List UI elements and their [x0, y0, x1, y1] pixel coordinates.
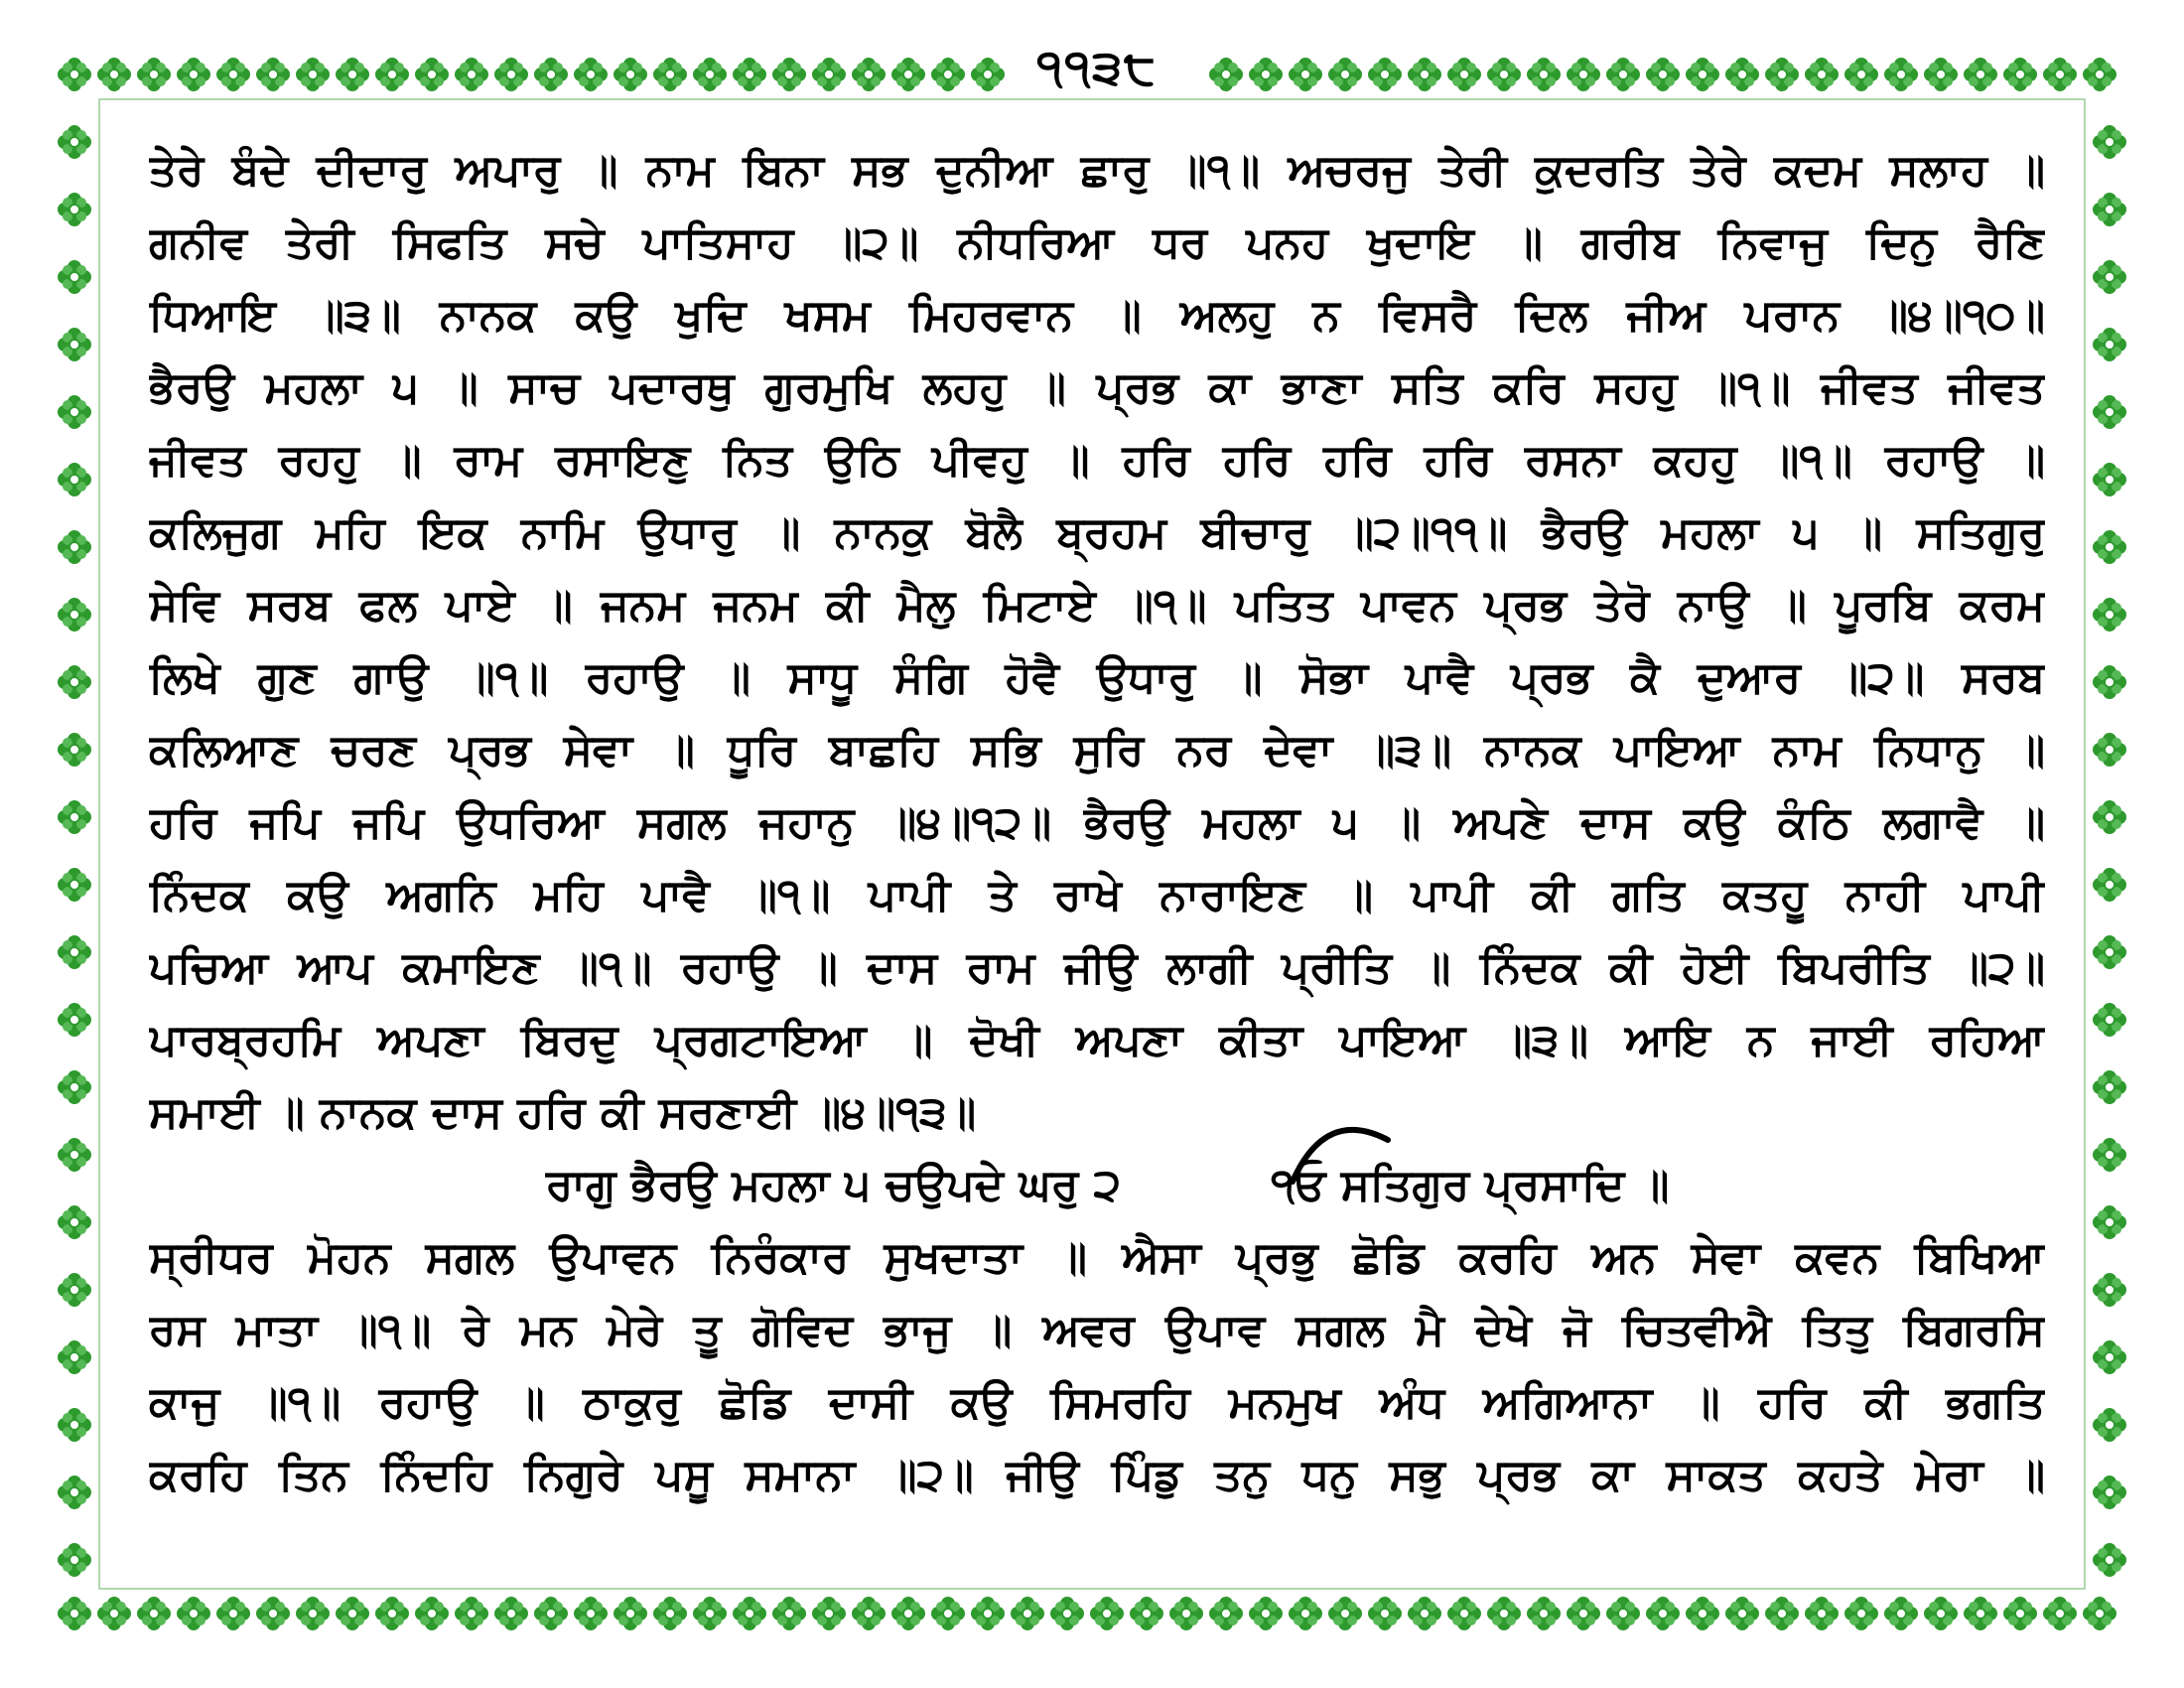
flower-ornament-icon	[1249, 1597, 1283, 1630]
flower-ornament-icon	[931, 1597, 965, 1630]
flower-ornament-icon	[58, 395, 91, 429]
verse-line: ਕਲਿਜੁਗ ਮਹਿ ਇਕ ਨਾਮਿ ਉਧਾਰੁ ॥ ਨਾਨਕੁ ਬੋਲੈ ਬ੍ਰਹਮ ਬੀਚਾਰੁ ॥੨॥੧੧॥ ਭੈਰਉ ਮਹਲਾ ੫ ॥ ਸਤਿਗੁਰੁ	[149, 507, 2045, 558]
flower-ornament-icon	[1686, 58, 1719, 91]
flower-ornament-icon	[58, 193, 91, 226]
flower-ornament-icon	[2093, 260, 2126, 294]
flower-ornament-icon	[1964, 58, 1997, 91]
flower-ornament-icon	[1368, 1597, 1402, 1630]
flower-ornament-icon	[1805, 58, 1839, 91]
flower-ornament-icon	[1209, 1597, 1243, 1630]
flower-ornament-icon	[415, 58, 449, 91]
verse-line: ਸਮਾਈ ॥ ਨਾਨਕ ਦਾਸ ਹਰਿ ਕੀ ਸਰਣਾਈ ॥੪॥੧੩॥	[149, 1087, 977, 1138]
flower-ornament-icon	[1169, 1597, 1203, 1630]
flower-ornament-icon	[693, 1597, 727, 1630]
flower-ornament-icon	[1249, 58, 1283, 91]
flower-ornament-icon	[1805, 1597, 1839, 1630]
flower-ornament-icon	[2043, 1597, 2077, 1630]
flower-ornament-icon	[891, 58, 925, 91]
flower-ornament-icon	[1487, 1597, 1521, 1630]
flower-ornament-icon	[58, 665, 91, 699]
flower-ornament-icon	[1924, 1597, 1958, 1630]
verse-line: ਕਲਿਆਣ ਚਰਣ ਪ੍ਰਭ ਸੇਵਾ ॥ ਧੂਰਿ ਬਾਛਹਿ ਸਭਿ ਸੁਰਿ ਨਰ ਦੇਵਾ ॥੩॥ ਨਾਨਕ ਪਾਇਆ ਨਾਮ ਨਿਧਾਨੁ ॥	[149, 725, 2045, 775]
flower-ornament-icon	[1050, 1597, 1084, 1630]
flower-ornament-icon	[336, 1597, 369, 1630]
flower-ornament-icon	[1011, 1597, 1044, 1630]
verse-line: ਜੀਵਤ ਰਹਹੁ ॥ ਰਾਮ ਰਸਾਇਣੁ ਨਿਤ ਉਠਿ ਪੀਵਹੁ ॥ ਹਰਿ ਹਰਿ ਹਰਿ ਹਰਿ ਰਸਨਾ ਕਹਹੁ ॥੧॥ ਰਹਾਉ ॥	[149, 435, 2045, 486]
flower-ornament-icon	[614, 1597, 647, 1630]
flower-ornament-icon	[58, 260, 91, 294]
flower-ornament-icon	[2093, 463, 2126, 496]
flower-ornament-icon	[494, 58, 528, 91]
flower-ornament-icon	[733, 1597, 766, 1630]
flower-ornament-icon	[494, 1597, 528, 1630]
flower-ornament-icon	[58, 530, 91, 564]
flower-ornament-icon	[653, 58, 687, 91]
flower-ornament-icon	[1765, 58, 1799, 91]
flower-ornament-icon	[1924, 58, 1958, 91]
flower-ornament-icon	[574, 1597, 608, 1630]
flower-ornament-icon	[2043, 58, 2077, 91]
flower-ornament-icon	[58, 1597, 91, 1630]
flower-ornament-icon	[574, 58, 608, 91]
flower-ornament-icon	[1686, 1597, 1719, 1630]
verse-line: ਗਨੀਵ ਤੇਰੀ ਸਿਫਤਿ ਸਚੇ ਪਾਤਿਸਾਹ ॥੨॥ ਨੀਧਰਿਆ ਧਰ ਪਨਹ ਖੁਦਾਇ ॥ ਗਰੀਬ ਨਿਵਾਜੁ ਦਿਨੁ ਰੈਣਿ	[149, 217, 2045, 268]
flower-ornament-icon	[58, 125, 91, 159]
flower-ornament-icon	[1964, 1597, 1997, 1630]
flower-ornament-icon	[891, 1597, 925, 1630]
verse-line: ਸੇਵਿ ਸਰਬ ਫਲ ਪਾਏ ॥ ਜਨਮ ਜਨਮ ਕੀ ਮੈਲੁ ਮਿਟਾਏ ॥੧॥ ਪਤਿਤ ਪਾਵਨ ਪ੍ਰਭ ਤੇਰੋ ਨਾਉ ॥ ਪੂਰਬਿ ਕਰਮ	[149, 580, 2045, 631]
flower-ornament-icon	[58, 868, 91, 902]
flower-ornament-icon	[58, 1070, 91, 1104]
flower-ornament-icon	[58, 935, 91, 969]
flower-ornament-icon	[58, 328, 91, 361]
flower-ornament-icon	[1527, 58, 1561, 91]
flower-ornament-icon	[1447, 1597, 1481, 1630]
flower-ornament-icon	[733, 58, 766, 91]
flower-ornament-icon	[137, 1597, 171, 1630]
flower-ornament-icon	[812, 1597, 846, 1630]
flower-ornament-icon	[1527, 1597, 1561, 1630]
flower-ornament-icon	[1408, 1597, 1441, 1630]
flower-ornament-icon	[534, 58, 568, 91]
flower-ornament-icon	[97, 1597, 131, 1630]
flower-ornament-icon	[1646, 1597, 1680, 1630]
flower-ornament-icon	[971, 1597, 1005, 1630]
flower-ornament-icon	[1130, 1597, 1163, 1630]
flower-ornament-icon	[336, 58, 369, 91]
flower-ornament-icon	[852, 58, 886, 91]
flower-ornament-icon	[772, 58, 806, 91]
verse-line: ਪਾਰਬ੍ਰਹਮਿ ਅਪਣਾ ਬਿਰਦੁ ਪ੍ਰਗਟਾਇਆ ॥ ਦੋਖੀ ਅਪਣਾ ਕੀਤਾ ਪਾਇਆ ॥੩॥ ਆਇ ਨ ਜਾਈ ਰਹਿਆ	[149, 1015, 2045, 1065]
flower-ornament-icon	[2093, 733, 2126, 767]
verse-line: ਲਿਖੇ ਗੁਣ ਗਾਉ ॥੧॥ ਰਹਾਉ ॥ ਸਾਧੂ ਸੰਗਿ ਹੋਵੈ ਉਧਾਰੁ ॥ ਸੋਭਾ ਪਾਵੈ ਪ੍ਰਭ ਕੈ ਦੁਆਰ ॥੨॥ ਸਰਬ	[149, 652, 2045, 703]
flower-ornament-icon	[1289, 58, 1322, 91]
verse-line: ਸ੍ਰੀਧਰ ਮੋਹਨ ਸਗਲ ਉਪਾਵਨ ਨਿਰੰਕਾਰ ਸੁਖਦਾਤਾ ॥ ਐਸਾ ਪ੍ਰਭੁ ਛੋਡਿ ਕਰਹਿ ਅਨ ਸੇਵਾ ਕਵਨ ਬਿਖਿਆ	[149, 1232, 2045, 1283]
flower-ornament-icon	[256, 1597, 290, 1630]
flower-ornament-icon	[2093, 665, 2126, 699]
flower-ornament-icon	[58, 598, 91, 632]
flower-ornament-icon	[256, 58, 290, 91]
flower-ornament-icon	[2093, 1003, 2126, 1037]
flower-ornament-icon	[1606, 58, 1640, 91]
flower-ornament-icon	[1844, 1597, 1878, 1630]
verse-line: ਕਾਜੁ ॥੧॥ ਰਹਾਉ ॥ ਠਾਕੁਰੁ ਛੋਡਿ ਦਾਸੀ ਕਉ ਸਿਮਰਹਿ ਮਨਮੁਖ ਅੰਧ ਅਗਿਆਨਾ ॥ ਹਰਿ ਕੀ ਭਗਤਿ	[149, 1377, 2045, 1428]
flower-ornament-icon	[296, 58, 330, 91]
verse-line: ਨਿੰਦਕ ਕਉ ਅਗਨਿ ਮਹਿ ਪਾਵੈ ॥੧॥ ਪਾਪੀ ਤੇ ਰਾਖੇ ਨਾਰਾਇਣ ॥ ਪਾਪੀ ਕੀ ਗਤਿ ਕਤਹੂ ਨਾਹੀ ਪਾਪੀ	[149, 870, 2045, 920]
flower-ornament-icon	[1646, 58, 1680, 91]
flower-ornament-icon	[1368, 58, 1402, 91]
flower-ornament-icon	[177, 1597, 210, 1630]
flower-ornament-icon	[216, 58, 250, 91]
flower-ornament-icon	[1765, 1597, 1799, 1630]
flower-ornament-icon	[375, 1597, 409, 1630]
flower-ornament-icon	[1328, 58, 1362, 91]
verse-line: ਧਿਆਇ ॥੩॥ ਨਾਨਕ ਕਉ ਖੁਦਿ ਖਸਮ ਮਿਹਰਵਾਨ ॥ ਅਲਹੁ ਨ ਵਿਸਰੈ ਦਿਲ ਜੀਅ ਪਰਾਨ ॥੪॥੧੦॥	[149, 290, 2045, 341]
verse-line: ਪਚਿਆ ਆਪ ਕਮਾਇਣ ॥੧॥ ਰਹਾਉ ॥ ਦਾਸ ਰਾਮ ਜੀਉ ਲਾਗੀ ਪ੍ਰੀਤਿ ॥ ਨਿੰਦਕ ਕੀ ਹੋਈ ਬਿਪਰੀਤਿ ॥੨॥	[149, 942, 2045, 993]
flower-ornament-icon	[2093, 800, 2126, 834]
flower-ornament-icon	[2093, 598, 2126, 632]
flower-ornament-icon	[216, 1597, 250, 1630]
verse-line: ਹਰਿ ਜਪਿ ਜਪਿ ਉਧਰਿਆ ਸਗਲ ਜਹਾਨੁ ॥੪॥੧੨॥ ਭੈਰਉ ਮਹਲਾ ੫ ॥ ਅਪਣੇ ਦਾਸ ਕਉ ਕੰਠਿ ਲਗਾਵੈ ॥	[149, 797, 2045, 848]
flower-ornament-icon	[58, 1476, 91, 1509]
section-heading	[149, 1149, 2045, 1221]
flower-ornament-icon	[2093, 1070, 2126, 1104]
flower-ornament-icon	[2093, 868, 2126, 902]
flower-ornament-icon	[1447, 58, 1481, 91]
verse-line: ਰਸ ਮਾਤਾ ॥੧॥ ਰੇ ਮਨ ਮੇਰੇ ਤੂ ਗੋਵਿਦ ਭਾਜੁ ॥ ਅਵਰ ਉਪਾਵ ਸਗਲ ਮੈ ਦੇਖੇ ਜੋ ਚਿਤਵੀਐ ਤਿਤੁ ਬਿਗਰਸਿ	[149, 1305, 2045, 1355]
flower-ornament-icon	[1606, 1597, 1640, 1630]
flower-ornament-icon	[177, 58, 210, 91]
flower-ornament-icon	[58, 800, 91, 834]
flower-ornament-icon	[58, 1273, 91, 1307]
flower-ornament-icon	[1209, 58, 1243, 91]
flower-ornament-icon	[852, 1597, 886, 1630]
page-number: ੧੧੩੮	[1013, 38, 1181, 97]
flower-ornament-icon	[2093, 1138, 2126, 1172]
verse-line: ਕਰਹਿ ਤਿਨ ਨਿੰਦਹਿ ਨਿਗੁਰੇ ਪਸੂ ਸਮਾਨਾ ॥੨॥ ਜੀਉ ਪਿੰਡੁ ਤਨੁ ਧਨੁ ਸਭੁ ਪ੍ਰਭ ਕਾ ਸਾਕਤ ਕਹਤੇ ਮੇਰਾ ॥	[149, 1450, 2045, 1500]
flower-ornament-icon	[2093, 328, 2126, 361]
raag-heading: ਰਾਗੁ ਭੈਰਉ ਮਹਲਾ ੫ ਚਉਪਦੇ ਘਰੁ ੨	[546, 1160, 1122, 1210]
flower-ornament-icon	[137, 58, 171, 91]
flower-ornament-icon	[2083, 58, 2116, 91]
flower-ornament-icon	[1725, 58, 1759, 91]
verse-text	[149, 134, 2045, 1511]
flower-ornament-icon	[2093, 1205, 2126, 1239]
flower-ornament-icon	[2083, 1597, 2116, 1630]
flower-ornament-icon	[58, 1003, 91, 1037]
flower-ornament-icon	[415, 1597, 449, 1630]
flower-ornament-icon	[653, 1597, 687, 1630]
flower-ornament-icon	[2093, 1273, 2126, 1307]
flower-ornament-icon	[772, 1597, 806, 1630]
mool-mantar-heading: ੧ਓ ਸਤਿਗੁਰ ਪ੍ਰਸਾਦਿ ॥	[1271, 1160, 1670, 1210]
flower-ornament-icon	[693, 58, 727, 91]
flower-ornament-icon	[2093, 125, 2126, 159]
flower-ornament-icon	[1487, 58, 1521, 91]
flower-ornament-icon	[1844, 58, 1878, 91]
flower-ornament-icon	[2003, 58, 2037, 91]
flower-ornament-icon	[2093, 1543, 2126, 1577]
flower-ornament-icon	[1567, 58, 1600, 91]
flower-ornament-icon	[2093, 193, 2126, 226]
flower-ornament-icon	[2093, 1340, 2126, 1374]
flower-ornament-icon	[2093, 1408, 2126, 1442]
flower-ornament-icon	[614, 58, 647, 91]
verse-line: ਤੇਰੇ ਬੰਦੇ ਦੀਦਾਰੁ ਅਪਾਰੁ ॥ ਨਾਮ ਬਿਨਾ ਸਭ ਦੁਨੀਆ ਛਾਰੁ ॥੧॥ ਅਚਰਜੁ ਤੇਰੀ ਕੁਦਰਤਿ ਤੇਰੇ ਕਦਮ ਸਲਾਹ ॥	[149, 145, 2045, 196]
flower-ornament-icon	[58, 1408, 91, 1442]
flower-ornament-icon	[1884, 1597, 1918, 1630]
flower-ornament-icon	[58, 1543, 91, 1577]
flower-ornament-icon	[375, 58, 409, 91]
flower-ornament-icon	[58, 463, 91, 496]
flower-ornament-icon	[58, 1138, 91, 1172]
flower-ornament-icon	[1090, 1597, 1124, 1630]
flower-ornament-icon	[58, 733, 91, 767]
flower-ornament-icon	[58, 1340, 91, 1374]
flower-ornament-icon	[1408, 58, 1441, 91]
flower-ornament-icon	[2093, 935, 2126, 969]
flower-ornament-icon	[58, 58, 91, 91]
flower-ornament-icon	[296, 1597, 330, 1630]
flower-ornament-icon	[58, 1205, 91, 1239]
flower-ornament-icon	[2093, 395, 2126, 429]
flower-ornament-icon	[2003, 1597, 2037, 1630]
flower-ornament-icon	[534, 1597, 568, 1630]
verse-line: ਭੈਰਉ ਮਹਲਾ ੫ ॥ ਸਾਚ ਪਦਾਰਥੁ ਗੁਰਮੁਖਿ ਲਹਹੁ ॥ ਪ੍ਰਭ ਕਾ ਭਾਣਾ ਸਤਿ ਕਰਿ ਸਹਹੁ ॥੧॥ ਜੀਵਤ ਜੀਵਤ	[149, 362, 2045, 413]
flower-ornament-icon	[1328, 1597, 1362, 1630]
flower-ornament-icon	[1884, 58, 1918, 91]
flower-ornament-icon	[931, 58, 965, 91]
flower-ornament-icon	[2093, 1476, 2126, 1509]
flower-ornament-icon	[1289, 1597, 1322, 1630]
flower-ornament-icon	[1567, 1597, 1600, 1630]
flower-ornament-icon	[971, 58, 1005, 91]
flower-ornament-icon	[97, 58, 131, 91]
flower-ornament-icon	[812, 58, 846, 91]
flower-ornament-icon	[1725, 1597, 1759, 1630]
flower-ornament-icon	[455, 58, 488, 91]
flower-ornament-icon	[455, 1597, 488, 1630]
flower-ornament-icon	[2093, 530, 2126, 564]
